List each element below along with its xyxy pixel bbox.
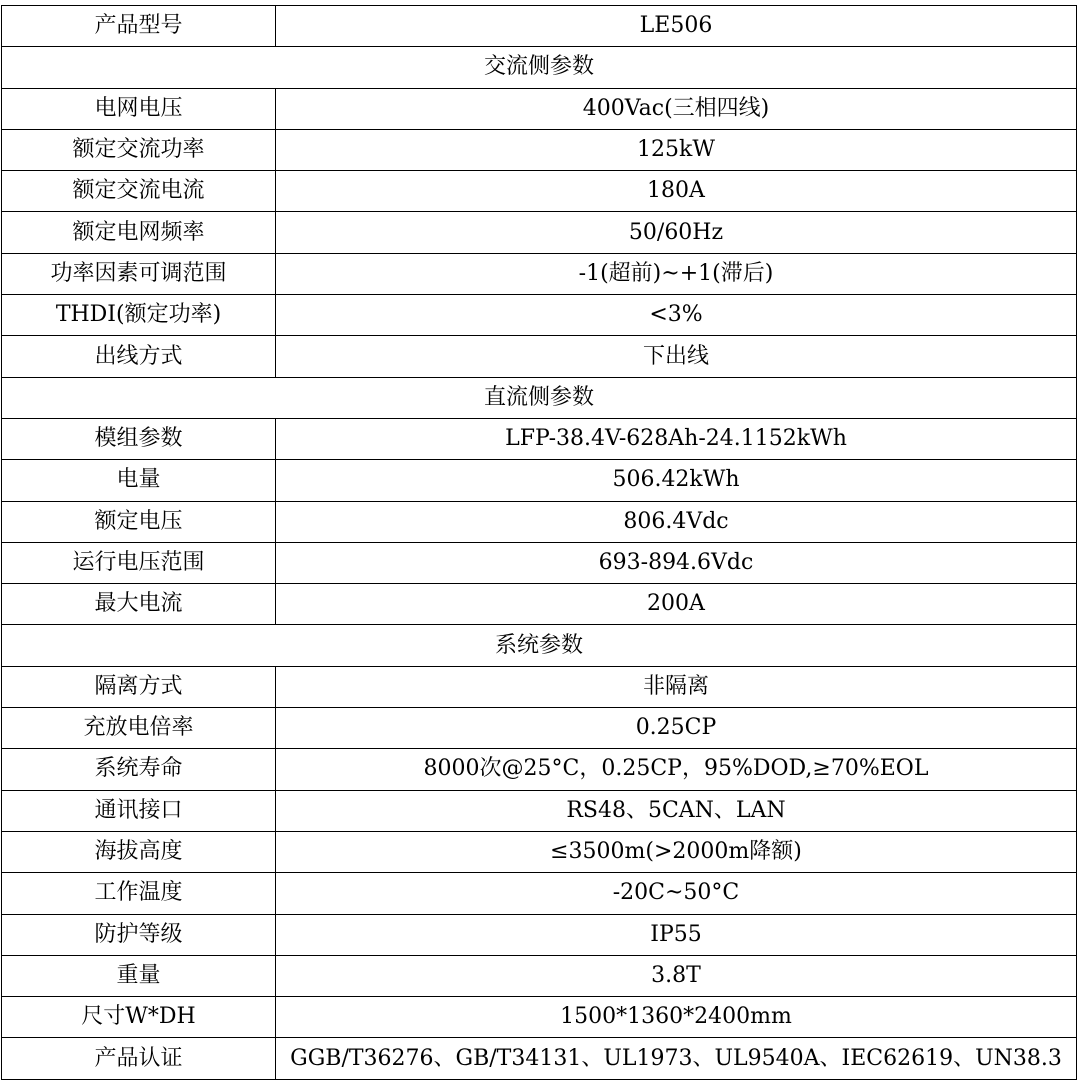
param-value: 806.4Vdc — [276, 501, 1077, 542]
table-row — [2, 6, 1077, 47]
section-header-row — [2, 47, 1077, 88]
table-row — [2, 955, 1077, 996]
table-row — [2, 584, 1077, 625]
param-label: 出线方式 — [2, 336, 276, 377]
param-value: 50/60Hz — [276, 212, 1077, 253]
param-value: 400Vac(三相四线) — [276, 88, 1077, 129]
param-value: -20C~50°C — [276, 873, 1077, 914]
param-value: RS48、5CAN、LAN — [276, 790, 1077, 831]
param-label: 模组参数 — [2, 418, 276, 459]
param-label: 功率因素可调范围 — [2, 253, 276, 294]
section-header-row — [2, 377, 1077, 418]
param-label: 隔离方式 — [2, 666, 276, 707]
param-value: 693-894.6Vdc — [276, 542, 1077, 583]
param-label: THDI(额定功率) — [2, 295, 276, 336]
table-row — [2, 1038, 1077, 1079]
param-label: 额定电压 — [2, 501, 276, 542]
param-value: IP55 — [276, 914, 1077, 955]
table-row — [2, 501, 1077, 542]
table-row — [2, 212, 1077, 253]
param-label: 额定交流功率 — [2, 129, 276, 170]
param-value: GGB/T36276、GB/T34131、UL1973、UL9540A、IEC62619、UN38.3 — [276, 1038, 1077, 1079]
table-row — [2, 129, 1077, 170]
param-value: 8000次@25°C，0.25CP，95%DOD,≥70%EOL — [276, 749, 1077, 790]
param-value: ≤3500m(>2000m降额) — [276, 831, 1077, 872]
param-value: 180A — [276, 171, 1077, 212]
table-row — [2, 708, 1077, 749]
param-value: 0.25CP — [276, 708, 1077, 749]
table-row — [2, 171, 1077, 212]
table-row — [2, 460, 1077, 501]
param-value: 125kW — [276, 129, 1077, 170]
table-row — [2, 253, 1077, 294]
table-row — [2, 831, 1077, 872]
section-title: 交流侧参数 — [2, 47, 1077, 88]
param-label: 系统寿命 — [2, 749, 276, 790]
param-value: 506.42kWh — [276, 460, 1077, 501]
param-value: LE506 — [276, 6, 1077, 47]
table-row — [2, 418, 1077, 459]
table-row — [2, 542, 1077, 583]
param-label: 防护等级 — [2, 914, 276, 955]
table-row — [2, 295, 1077, 336]
table-row — [2, 790, 1077, 831]
param-value: -1(超前)~+1(滞后) — [276, 253, 1077, 294]
param-label: 运行电压范围 — [2, 542, 276, 583]
spec-table-body — [2, 6, 1077, 1080]
table-row — [2, 88, 1077, 129]
param-value: 下出线 — [276, 336, 1077, 377]
param-value: 3.8T — [276, 955, 1077, 996]
param-value: <3% — [276, 295, 1077, 336]
table-row — [2, 997, 1077, 1038]
param-label: 产品认证 — [2, 1038, 276, 1079]
param-label: 电网电压 — [2, 88, 276, 129]
param-label: 最大电流 — [2, 584, 276, 625]
param-label: 充放电倍率 — [2, 708, 276, 749]
param-label: 重量 — [2, 955, 276, 996]
param-label: 尺寸W*DH — [2, 997, 276, 1038]
param-label: 工作温度 — [2, 873, 276, 914]
table-row — [2, 666, 1077, 707]
param-label: 电量 — [2, 460, 276, 501]
section-title: 系统参数 — [2, 625, 1077, 666]
param-value: 1500*1360*2400mm — [276, 997, 1077, 1038]
section-title: 直流侧参数 — [2, 377, 1077, 418]
table-row — [2, 336, 1077, 377]
param-label: 额定交流电流 — [2, 171, 276, 212]
table-row — [2, 873, 1077, 914]
param-value: 200A — [276, 584, 1077, 625]
table-row — [2, 749, 1077, 790]
param-label: 通讯接口 — [2, 790, 276, 831]
param-value: LFP-38.4V-628Ah-24.1152kWh — [276, 418, 1077, 459]
section-header-row — [2, 625, 1077, 666]
param-label: 产品型号 — [2, 6, 276, 47]
param-label: 海拔高度 — [2, 831, 276, 872]
param-value: 非隔离 — [276, 666, 1077, 707]
param-label: 额定电网频率 — [2, 212, 276, 253]
table-row — [2, 914, 1077, 955]
spec-table — [1, 5, 1077, 1080]
